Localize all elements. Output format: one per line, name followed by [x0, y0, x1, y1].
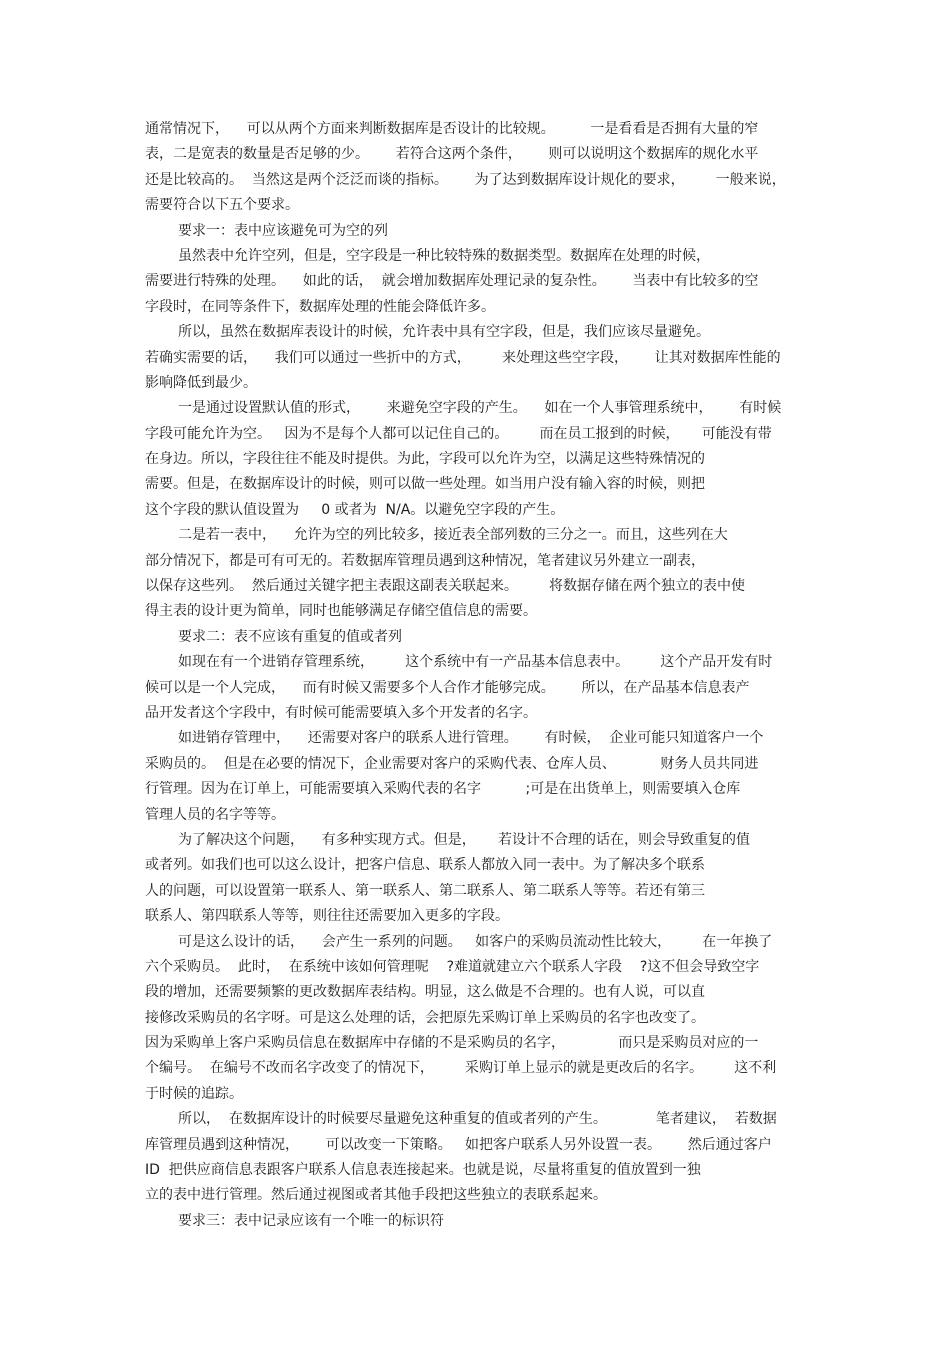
text-line: 字段时，在同等条件下，数据库处理的性能会降低许多。 [145, 298, 495, 315]
section-heading: 要求三：表中记录应该有一个唯一的标识符 [178, 1212, 444, 1229]
text-line: 还是比较高的。 当然这是两个泛泛而谈的指标。 为了达到数据库设计规化的要求， 一般来说， [145, 171, 786, 188]
section-heading: 要求二：表不应该有重复的值或者列 [178, 628, 402, 645]
paragraph-start-line: 一是通过设置默认值的形式， 来避免空字段的产生。 如在一个人事管理系统中， 有时候 [178, 400, 782, 417]
paragraph-start-line: 二是若一表中， 允许为空的列比较多，接近表全部列数的三分之一。而且，这些列在大 [178, 527, 728, 544]
text-line: 需要进行特殊的处理。 如此的话， 就会增加数据库处理记录的复杂性。 当表中有比较多的空 [145, 273, 759, 290]
text-line: 表，二是宽表的数量是否足够的少。 若符合这两个条件， 则可以说明这个数据库的规化水平 [145, 146, 759, 163]
text-line: 品开发者这个字段中，有时候可能需要填入多个开发者的名字。 [145, 704, 537, 721]
text-line: 以保存这些列。 然后通过关键字把主表跟这副表关联起来。 将数据存储在两个独立的表中使 [145, 578, 746, 595]
paragraph-start-line: 所以， 在数据库设计的时候要尽量避免这种重复的值或者列的产生。 笔者建议， 若数据 [178, 1111, 777, 1128]
section-heading: 要求一：表中应该避免可为空的列 [178, 222, 388, 239]
text-line: 个编号。 在编号不改而名字改变了的情况下， 采购订单上显示的就是更改后的名字。 这不利 [145, 1060, 777, 1077]
document-body [145, 117, 805, 1234]
text-line: 于时候的追踪。 [145, 1085, 243, 1102]
text-line: 需要符合以下五个要求。 [145, 197, 299, 214]
paragraph-start-line: 为了解决这个问题， 有多种实现方式。但是， 若设计不合理的话在，则会导致重复的值 [178, 831, 751, 848]
text-line: 在身边。所以，字段往往不能及时提供。为此，字段可以允许为空，以满足这些特殊情况的 [145, 451, 705, 468]
text-line: 需要。但是，在数据库设计的时候，则可以做一些处理。如当用户没有输入容的时候，则把 [145, 476, 705, 493]
text-line: 或者列。如我们也可以这么设计，把客户信息、联系人都放入同一表中。为了解决多个联系 [145, 857, 705, 874]
text-line: 部分情况下，都是可有可无的。若数据库管理员遇到这种情况，笔者建议另外建立一副表， [145, 552, 705, 569]
text-line: 因为采购单上客户采购员信息在数据库中存储的不是采购员的名字， 而只是采购员对应的一 [145, 1035, 759, 1052]
text-line: ID 把供应商信息表跟客户联系人信息表连接起来。也就是说，尽量将重复的值放置到一独 [145, 1162, 701, 1179]
text-line: 联系人、第四联系人等等，则往往还需要加入更多的字段。 [145, 908, 509, 925]
text-line: 这个字段的默认值设置为 0 或者为 N/A。以避免空字段的产生。 [145, 501, 565, 518]
text-line: 段的增加，还需要频繁的更改数据库表结构。明显，这么做是不合理的。也有人说，可以直 [145, 984, 705, 1001]
paragraph-start-line: 如进销存管理中， 还需要对客户的联系人进行管理。 有时候， 企业可能只知道客户一个 [178, 730, 764, 747]
text-line: 行管理。因为在订单上，可能需要填入采购代表的名字 ;可是在出货单上，则需要填入仓库 [145, 781, 741, 798]
text-line: 管理人员的名字等等。 [145, 806, 285, 823]
text-line: 人的问题，可以设置第一联系人、第一联系人、第二联系人、第二联系人等等。若还有第三 [145, 882, 705, 899]
text-line: 接修改采购员的名字呀。可是这么处理的话，会把原先采购订单上采购员的名字也改变了。 [145, 1009, 705, 1026]
text-line: 库管理员遇到这种情况， 可以改变一下策略。 如把客户联系人另外设置一表。 然后通过客户 [145, 1136, 772, 1153]
paragraph-start-line: 虽然表中允许空列，但是，空字段是一种比较特殊的数据类型。数据库在处理的时候， [178, 247, 710, 264]
text-line: 六个采购员。 此时， 在系统中该如何管理呢 ?难道就建立六个联系人字段 ?这不但会导致空字 [145, 958, 760, 975]
text-line: 采购员的。 但是在必要的情况下，企业需要对客户的采购代表、仓库人员、 财务人员共同进 [145, 755, 759, 772]
text-line: 得主表的设计更为简单，同时也能够满足存储空值信息的需要。 [145, 603, 537, 620]
paragraph-start-line: 可是这么设计的话， 会产生一系列的问题。 如客户的采购员流动性比较大， 在一年换了 [178, 933, 773, 950]
text-line: 影响降低到最少。 [145, 374, 257, 391]
text-line: 立的表中进行管理。然后通过视图或者其他手段把这些独立的表联系起来。 [145, 1187, 607, 1204]
text-line: 候可以是一个人完成， 而有时候又需要多个人合作才能够完成。 所以，在产品基本信息表产 [145, 679, 750, 696]
text-line: 若确实需要的话， 我们可以通过一些折中的方式， 来处理这些空字段， 让其对数据库性能的 [145, 349, 781, 366]
paragraph-start-line: 所以，虽然在数据库表设计的时候，允许表中具有空字段，但是，我们应该尽量避免。 [178, 324, 710, 341]
paragraph-start-line: 如现在有一个进销存管理系统， 这个系统中有一产品基本信息表中。 这个产品开发有时 [178, 654, 773, 671]
text-line: 字段可能允许为空。 因为不是每个人都可以记住自己的。 而在员工报到的时候， 可能没有带 [145, 425, 772, 442]
text-line: 通常情况下， 可以从两个方面来判断数据库是否设计的比较规。 一是看看是否拥有大量的窄 [145, 121, 759, 137]
